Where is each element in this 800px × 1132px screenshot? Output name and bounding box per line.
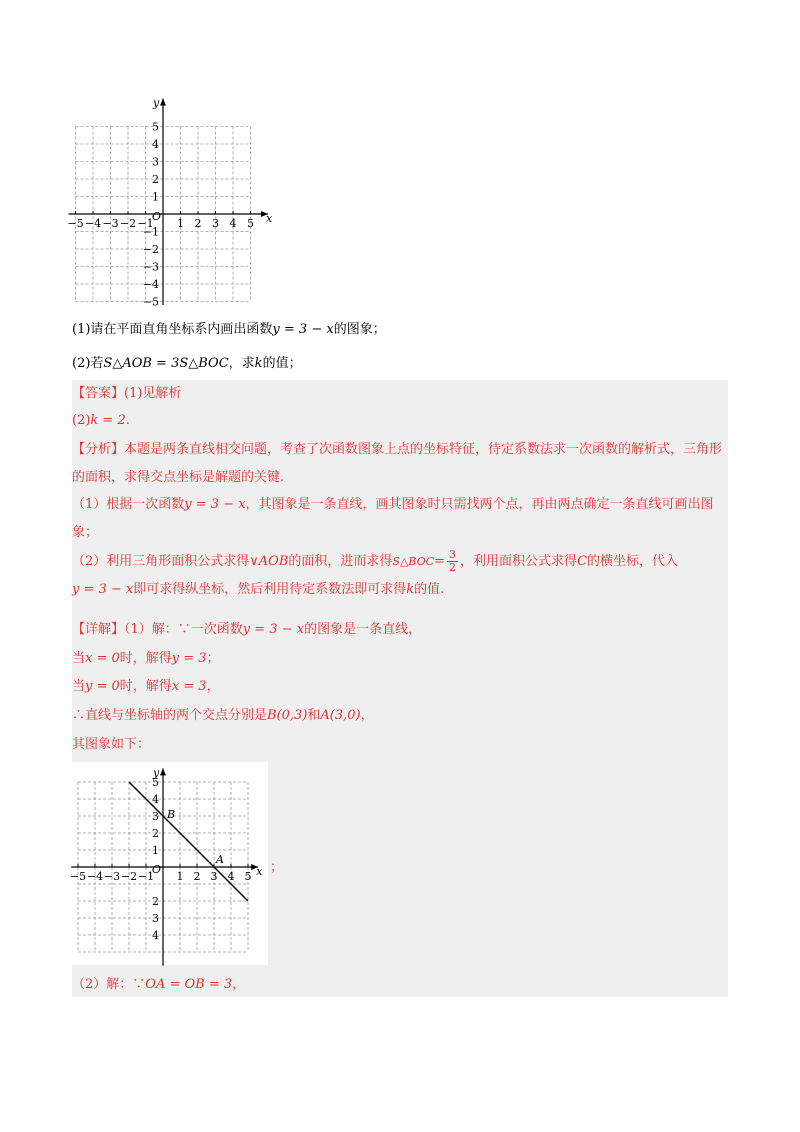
y-tick-label: −3 — [142, 260, 159, 274]
detail-s3-f2: x = 3 — [171, 679, 207, 694]
q2-var: k — [254, 356, 263, 371]
y-tick-label: −4 — [142, 278, 159, 291]
analysis-p2-a: （2）利用三角形面积公式求得 — [72, 554, 250, 569]
analysis-p2-formula: y = 3 − x — [72, 582, 134, 597]
detail-s3-b: 时，解得 — [119, 679, 172, 694]
detail-s2-a: 当 — [72, 651, 86, 666]
detail-s4-f2: A(3,0) — [320, 708, 361, 723]
detail-s2-f1: x = 0 — [85, 651, 120, 666]
detail-s5: 其图象如下： — [72, 737, 151, 752]
y-tick-label: −2 — [142, 243, 159, 256]
analysis-p1-suffix: ，其图象是一条直线，画其图象时只需找两个点，再由两点确定一条直线可画出图象； — [72, 497, 714, 540]
y-tick-label: 4 — [152, 929, 159, 942]
analysis-p1-formula: y = 3 − x — [184, 497, 246, 512]
x-tick-label: −1 — [137, 870, 155, 883]
detail-s2-c: ； — [206, 651, 220, 666]
y-tick-label: 4 — [152, 138, 159, 151]
q2-formula: S△AOB = 3S△BOC — [103, 356, 229, 371]
x-axis-label: x — [256, 865, 263, 878]
question-2 — [72, 354, 302, 374]
detail-s6-formula: OA = OB = 3 — [145, 977, 233, 992]
analysis-p2-area: S△BOC — [392, 555, 435, 568]
y-tick-label: 3 — [152, 155, 159, 169]
y-tick-label: 3 — [152, 810, 159, 823]
y-tick-label: 3 — [152, 912, 159, 925]
y-tick-label: −1 — [142, 225, 159, 239]
analysis-p2-b: 的面积，进而求得 — [288, 554, 393, 569]
answer-line-1 — [72, 384, 181, 404]
x-tick-label: −2 — [120, 870, 138, 883]
analysis-label: 【分析】 — [72, 442, 125, 457]
x-tick-label: −5 — [67, 217, 84, 230]
fraction-numerator: 3 — [449, 548, 457, 561]
point-b-label: B — [167, 808, 176, 821]
question-1 — [72, 320, 386, 340]
detail-line-1 — [72, 620, 421, 640]
answer-2-prefix: (2) — [72, 413, 91, 428]
origin-label: O — [151, 863, 161, 876]
graph-tail-semicolon — [270, 858, 283, 878]
detail-s3-f1: y = 0 — [85, 679, 120, 694]
q1-formula: y = 3 − x — [272, 322, 334, 337]
detail-label: 【详解】 — [72, 622, 125, 637]
detail-s4-a: ∴直线与坐标轴的两个交点分别是 — [72, 708, 268, 723]
detail-line-3 — [72, 677, 220, 697]
x-tick-label: 3 — [212, 217, 219, 230]
x-tick-label: −3 — [103, 870, 121, 883]
detail-line-4 — [72, 706, 374, 726]
y-tick-label: 2 — [152, 827, 159, 840]
y-tick-label: 1 — [152, 844, 159, 857]
q2-suffix: ，求 — [228, 356, 255, 371]
answer-2-end: . — [125, 413, 130, 428]
detail-line-2 — [72, 649, 220, 669]
q1-suffix: 的图象； — [333, 322, 386, 337]
y-axis-arrow — [160, 99, 166, 106]
answer-line-2 — [72, 411, 130, 431]
x-tick-label: 1 — [177, 217, 184, 230]
x-tick-label: −1 — [137, 217, 154, 230]
detail-s3-a: 当 — [72, 679, 86, 694]
analysis-p2-d: 的横坐标，代入 — [587, 554, 679, 569]
y-tick-label: 5 — [152, 120, 159, 134]
q1-prefix: (1)请在平面直角坐标系内画出函数 — [72, 322, 273, 337]
analysis-p2-var-c: C — [577, 554, 588, 569]
coordinate-grid-1-svg — [67, 95, 285, 309]
y-tick-label: −5 — [142, 295, 159, 309]
detail-s1-suffix: 的图象是一条直线， — [304, 622, 422, 637]
analysis-p1-prefix: （1）根据一次函数 — [72, 497, 185, 512]
coordinate-grid-2-svg — [69, 762, 268, 965]
fraction-denominator: 2 — [449, 561, 457, 574]
analysis-p2-f: 的值. — [414, 582, 445, 597]
y-axis-label: y — [153, 766, 160, 780]
analysis-part-2 — [72, 548, 728, 604]
answer-label: 【答案】 — [72, 386, 125, 401]
answer-2-formula: k = 2 — [90, 413, 126, 428]
function-line — [129, 782, 248, 901]
x-tick-label: 5 — [247, 217, 254, 230]
coordinate-grid-2 — [69, 762, 268, 965]
x-tick-label: 5 — [244, 870, 252, 883]
x-tick-label: 2 — [193, 870, 201, 883]
detail-s4-c: ， — [360, 708, 374, 723]
detail-s2-b: 时，解得 — [119, 651, 172, 666]
analysis-p2-eq: = — [434, 554, 446, 569]
analysis-part-1 — [72, 491, 728, 547]
x-tick-label: −3 — [102, 217, 119, 230]
analysis-p2-var-k: k — [406, 582, 415, 597]
analysis-p2-triangle: ∨AOB — [249, 554, 289, 569]
answer-1: (1)见解析 — [124, 386, 182, 401]
x-tick-label: 3 — [210, 870, 218, 883]
detail-s1-prefix: （1）解：∵一次函数 — [124, 622, 243, 637]
detail-s1-formula: y = 3 − x — [242, 622, 305, 637]
detail-line-6 — [72, 975, 245, 995]
detail-s6-suffix: ， — [232, 977, 246, 992]
coordinate-grid-1 — [67, 95, 285, 309]
x-tick-label: 4 — [229, 217, 237, 230]
x-tick-label: −5 — [69, 870, 87, 883]
analysis-p2-e: 即可求得纵坐标，然后利用待定系数法即可求得 — [133, 582, 407, 597]
y-tick-label: 5 — [152, 776, 159, 789]
analysis-p2-c: ，利用面积公式求得 — [460, 554, 578, 569]
analysis-p2-fraction — [447, 549, 458, 574]
graph-tail-text: ； — [270, 860, 284, 875]
detail-s4-f1: B(0,3) — [267, 708, 308, 723]
point-a-label: A — [216, 853, 224, 866]
detail-s6-prefix: （2）解：∵ — [72, 977, 146, 992]
x-tick-label: 4 — [227, 870, 235, 883]
x-tick-label: −4 — [84, 217, 102, 230]
x-axis-label: x — [266, 212, 273, 225]
origin-label: O — [151, 210, 161, 223]
detail-s4-b: 和 — [307, 708, 321, 723]
y-tick-label: 1 — [152, 190, 159, 204]
y-tick-label: 2 — [152, 895, 159, 908]
x-tick-label: 1 — [176, 870, 184, 883]
x-tick-label: −4 — [86, 870, 104, 883]
detail-s3-c: ， — [206, 679, 220, 694]
y-tick-label: 2 — [152, 173, 159, 186]
y-tick-label: 4 — [152, 793, 159, 806]
detail-s2-f2: y = 3 — [171, 651, 207, 666]
q2-prefix: (2)若 — [72, 356, 104, 371]
x-tick-label: 2 — [194, 217, 202, 230]
detail-line-5 — [72, 735, 150, 755]
x-tick-label: −2 — [119, 217, 137, 230]
analysis-intro-text: 本题是两条直线相交问题，考查了次函数图象上点的坐标特征，待定系数法求一次函数的解析式，三角形的面积，求得交点坐标是解题的关键. — [72, 442, 723, 485]
y-axis-arrow — [160, 768, 166, 775]
q2-end: 的值； — [262, 356, 302, 371]
y-axis-label: y — [153, 96, 160, 110]
analysis-intro — [72, 436, 728, 492]
